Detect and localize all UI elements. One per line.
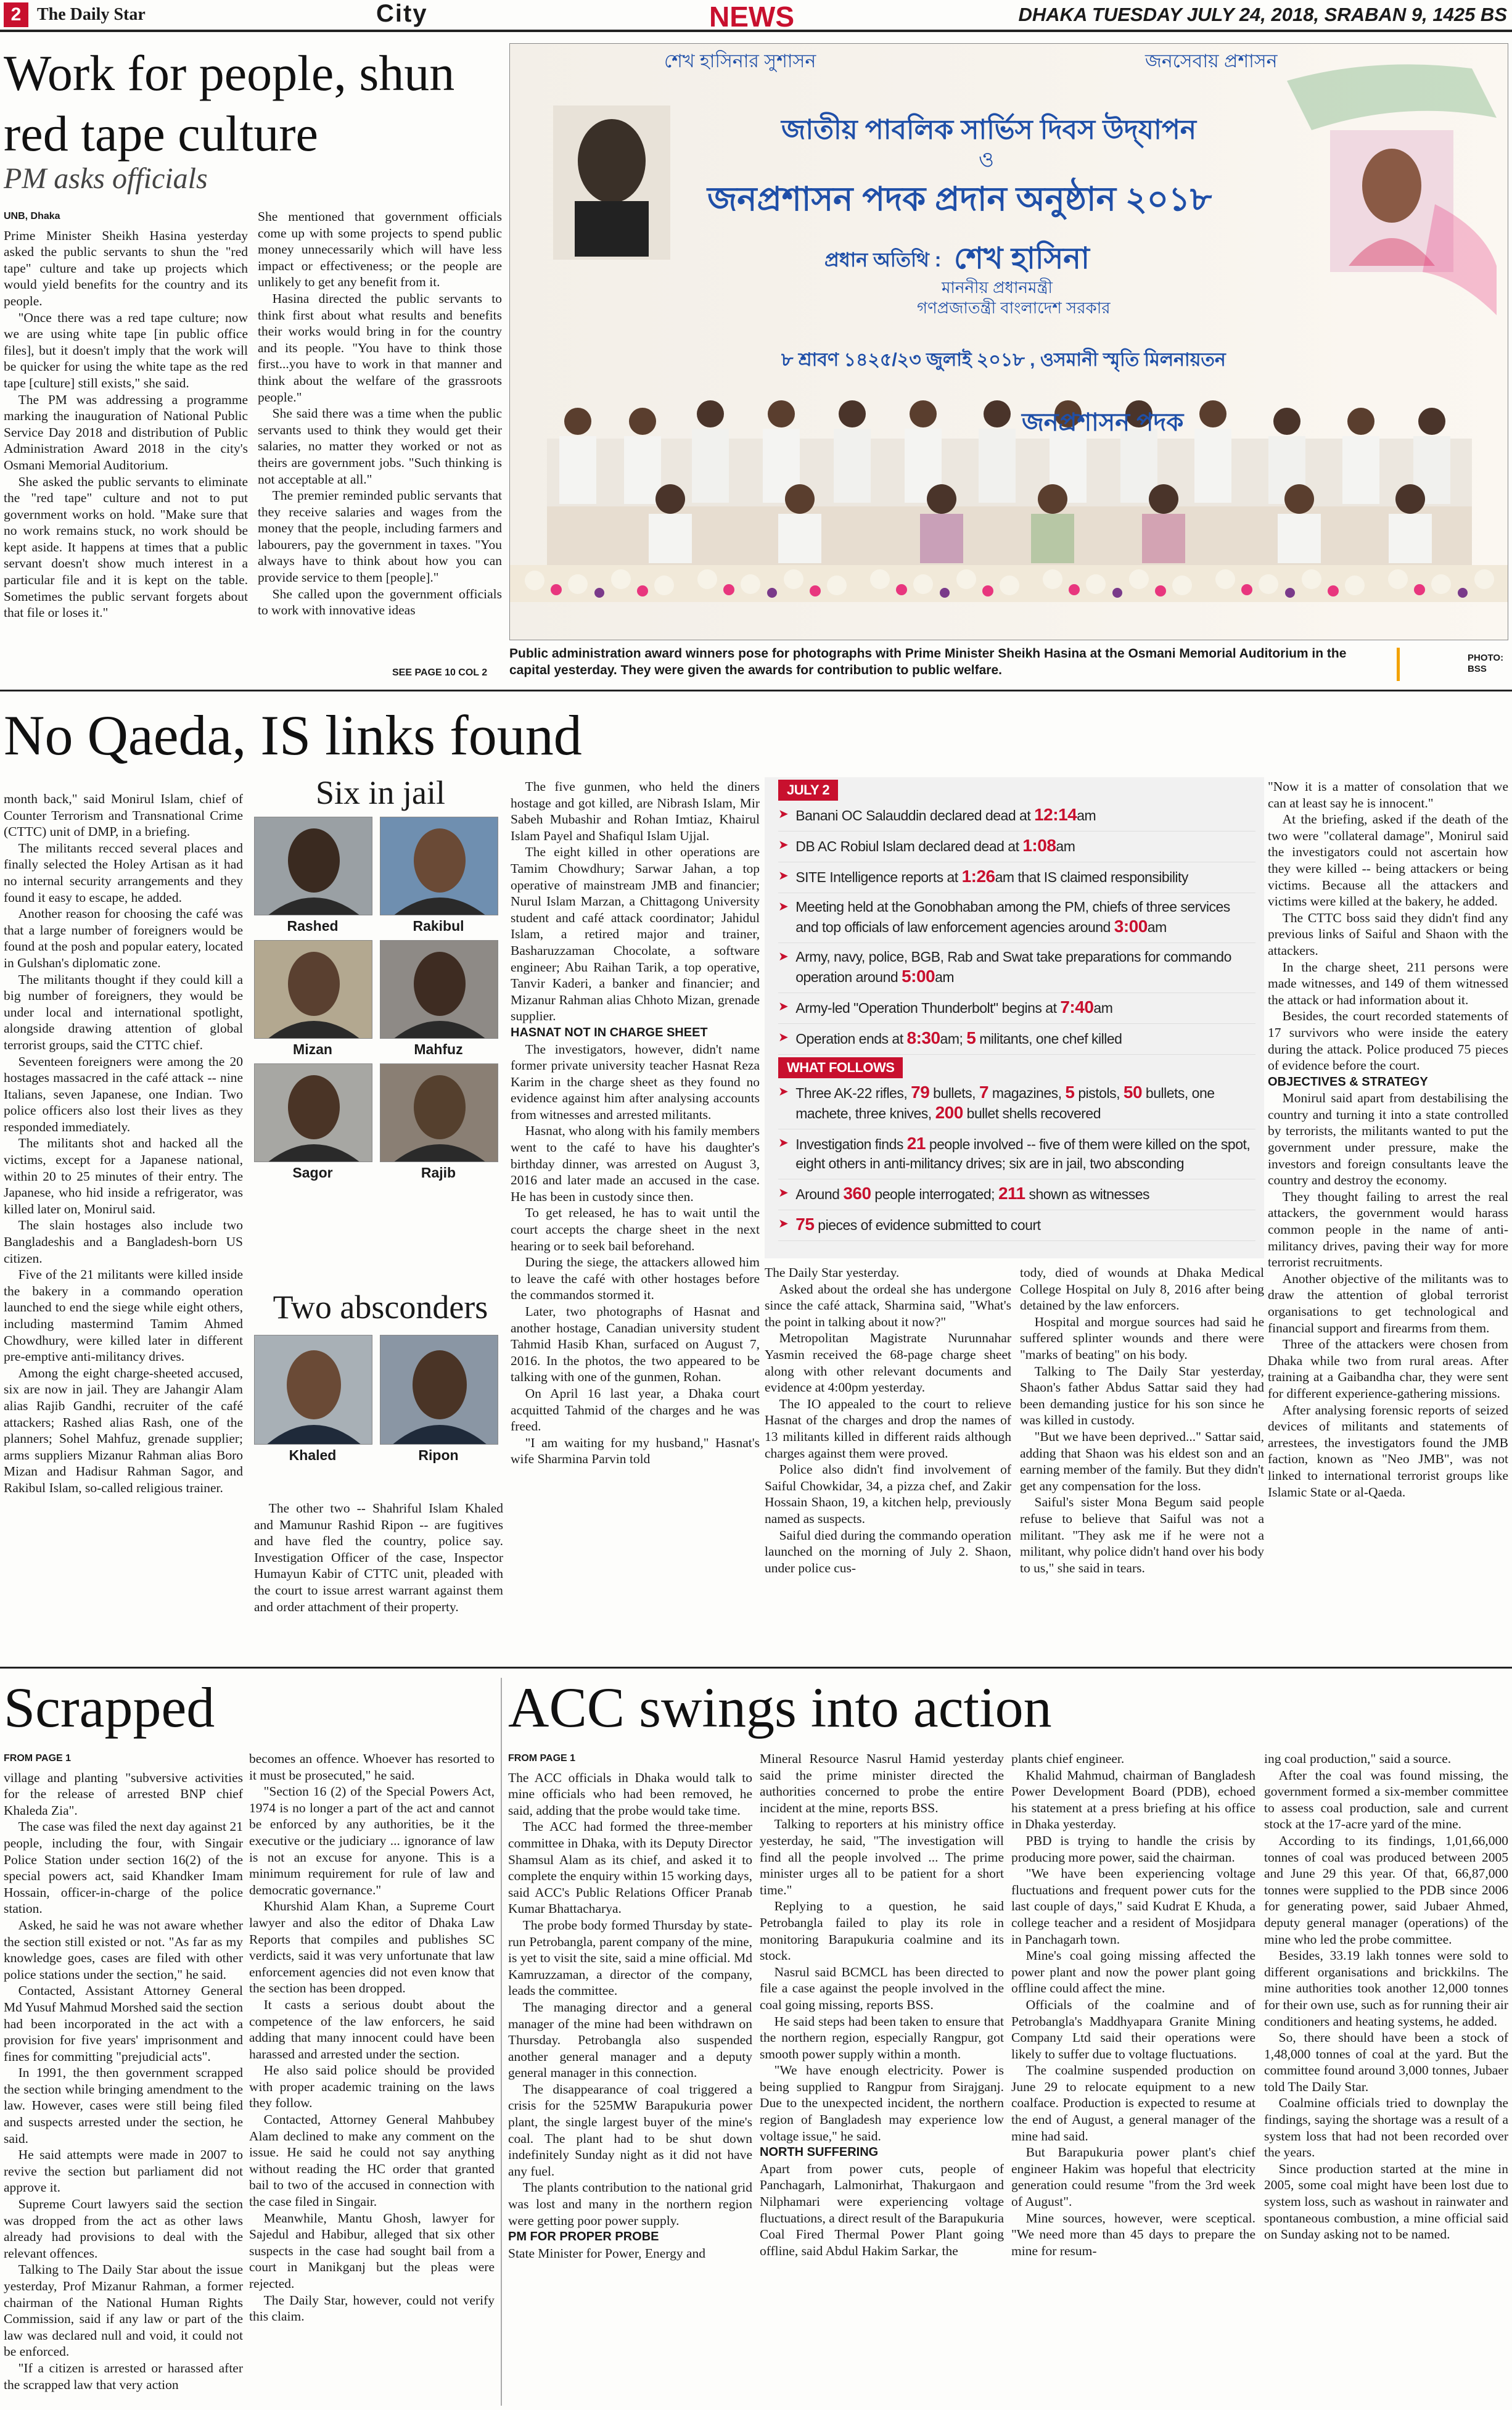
dateline: DHAKA TUESDAY JULY 24, 2018, SRABAN 9, 1425 BS xyxy=(1018,4,1507,25)
paragraph: The probe body formed Thursday by state-run Petrobangla, parent company of the mine, is yet to visit the site, said a mine official. Md Kamruzzaman, a director of the company, leads the committee. xyxy=(508,1917,752,1999)
paragraph: Five of the 21 militants were killed inside the bakery in a commando operation launched to end the siege while eight others, including mastermind Tamim Ahmed Chowdhury, were killed later in different pre-emptive anti-militancy drives. xyxy=(4,1267,243,1364)
paragraph: Khalid Mahmud, chairman of Bangladesh Power Development Board (PDB), echoed his statement at a press briefing at his office in Dhaka yesterday. xyxy=(1011,1767,1255,1832)
story1-col1 xyxy=(4,208,248,683)
mugshot-photo xyxy=(254,817,372,915)
paragraph: Asked, he said he was not aware whether the section still existed or not. "As far as my knowledge goes, cases are filed with other police stations under the section," he said. xyxy=(4,1917,243,1982)
paragraph: Monirul said apart from destabilising the country and turning it into a state controlled by terrorists, the militants wanted to put the government under pressure, make the investors and foreign consultants leave the country and destroy the economy. xyxy=(1268,1091,1508,1188)
paragraph: According to its findings, 1,01,66,000 tonnes of coal was produced between 2005 and June 29 this year. Of that, 66,87,000 tonnes were supplied to the PDB since 2006 for generating power, said Jubaer Ahmed, deputy general manager (operations) of the mine who led the probe committee. xyxy=(1264,1833,1508,1947)
from-page-label: FROM PAGE 1 xyxy=(4,1753,72,1764)
paragraph: In 1991, the then government scrapped the section while bringing amendment to the law. However, cases were still being filed and suspects arrested under the section, he said. xyxy=(4,2065,243,2146)
from-page-label: FROM PAGE 1 xyxy=(508,1753,576,1764)
paragraph: "We have been experiencing voltage fluctuations and frequent power cuts for the last couple of days," said Kudrat E Khuda, a college teacher and a resident of Mosjidpara in Panchagarh town. xyxy=(1011,1866,1255,1947)
paragraph: Hospital and morgue sources had said he suffered splinter wounds and there were "marks of beating" on his body. xyxy=(1020,1314,1264,1362)
absconder-photo xyxy=(254,1335,372,1445)
banner-guest-title: মাননীয় প্রধানমন্ত্রী xyxy=(942,278,1053,297)
paragraph: Since production started at the mine in 2005, some coal might have been lost due to system loss, such as washout in rainwater and spontaneous combustion, a mine official said on Sunday asking not to be named. xyxy=(1264,2161,1508,2242)
paragraph: So, there should have been a stock of 1,48,000 tonnes of coal at the yard. But the committee found around 3,000 tonnes, Jubaer told The Daily Star. xyxy=(1264,2030,1508,2094)
story1-jump[interactable]: SEE PAGE 10 COL 2 xyxy=(392,667,488,678)
banner-text-left: শেখ হাসিনার সুশাসন xyxy=(664,51,816,72)
story1-byline: UNB, Dhaka xyxy=(4,211,60,221)
story1-headline-line2: red tape culture xyxy=(4,105,318,162)
paragraph: Mine's coal going missing affected the power plant and now the power plant going offline could affect the mine. xyxy=(1011,1948,1255,1996)
timeline-item xyxy=(778,893,1255,943)
paragraph: The PM was addressing a programme marking the inauguration of National Public Service Day 2018 and distribution of Public Administration Award 2018 in the city's Osmani Memorial Auditorium. xyxy=(4,392,248,473)
story4-col4 xyxy=(1264,1751,1508,2407)
mugshot-name: Mizan xyxy=(293,1041,332,1057)
photo-credit-label: PHOTO: xyxy=(1468,653,1504,663)
paragraph: The militants recced several places and finally selected the Holey Artisan as it had no internal security arrangements and they found it easy to escape, he added. xyxy=(4,840,243,905)
paragraph: She asked the public servants to eliminate the "red tape" culture and not to put government works on hold. "Make sure that no work remains stuck, no work should be kept aside. It happens at times that a public servant doesn't show much interest in a particular file and it is kept on the table. Sometimes the public servant forgets about that file or loses it." xyxy=(4,474,248,621)
timeline-text: SITE Intelligence reports at 1:26am that IS claimed responsibility xyxy=(795,867,1188,886)
paragraph: "Now it is a matter of consolation that we can at least say he is innocent." xyxy=(1268,779,1508,811)
timeline-head-july2: JULY 2 xyxy=(778,780,838,801)
abscond-heading: Two absconders xyxy=(273,1289,488,1326)
paragraph: ing coal production," said a source. xyxy=(1264,1751,1452,1766)
timeline-text: Three AK-22 rifles, 79 bullets, 7 magazines, 5 pistols, 50 bullets, one machete, three knives, 200 bullet shells recovered xyxy=(795,1083,1215,1122)
person-icon xyxy=(380,1335,498,1445)
story4-headline: ACC swings into action xyxy=(508,1676,1052,1739)
paragraph: The CTTC boss said they didn't find any previous links of Saiful and Shaon with the attackers. xyxy=(1268,910,1508,958)
person-icon xyxy=(255,1335,372,1445)
banner-title1: জাতীয় পাবলিক সার্ভিস দিবস উদ্‌যাপন xyxy=(781,115,1196,145)
page-number: 2 xyxy=(4,2,28,27)
timeline-text: DB AC Robiul Islam declared dead at 1:08am xyxy=(795,836,1075,855)
paragraph: Talking to The Daily Star about the issue yesterday, Prof Mizanur Rahman, a former chairman of the National Human Rights Commission, said if any law or part of the law was declared null and void, it could not be enforced. xyxy=(4,2262,243,2359)
paragraph: month back," said Monirul Islam, chief of Counter Terrorism and Transnational Crime (CTTC) unit of DMP, in a briefing. xyxy=(4,791,243,840)
story2-col5-lower xyxy=(1020,1265,1264,1661)
person-icon xyxy=(380,817,498,915)
timeline-item xyxy=(778,1210,1255,1241)
paragraph: Besides, 33.19 lakh tonnes were sold to different organisations and brickkilns. The mine authorities took another 12,000 tonnes for their own use, such as for running their air conditioners and heating systems, he added. xyxy=(1264,1948,1508,2029)
paragraph: Three of the attackers were chosen from Dhaka while two from rural areas. After training at a Gaibandha char, they were sent for different experience-gathering missions. xyxy=(1268,1337,1508,1401)
paragraph: The Daily Star, however, could not verify this claim. xyxy=(249,2292,495,2324)
mugshot-name: Sagor xyxy=(292,1165,333,1181)
story1-headline-line1: Work for people, shun xyxy=(4,45,455,101)
paragraph: Hasina directed the public servants to think first about what results and benefits their works would bring in for the country and its people. "You have to think those first...you have to work in that manner and think about the welfare of the grassroots people." xyxy=(258,291,502,405)
arrow-icon: ➤ xyxy=(778,807,789,821)
divider xyxy=(0,1667,1512,1669)
story2-col2-lower xyxy=(254,1500,503,1661)
paragraph: He said steps had been taken to ensure that the northern region, especially Rangpur, got smooth power supply within a month. xyxy=(760,2013,1004,2061)
paragraph: On April 16 last year, a Dhaka court acquitted Tahmid of the charges and he was freed. xyxy=(511,1385,760,1434)
paragraph: Mine sources, however, were sceptical. "We need more than 45 days to prepare the mine for resum- xyxy=(1011,2210,1255,2258)
timeline-text: Army, navy, police, BGB, Rab and Swat take preparations for commando operation around 5:00am xyxy=(795,949,1231,986)
paragraph: plants chief engineer. xyxy=(1011,1751,1125,1766)
subhead: HASNAT NOT IN CHARGE SHEET xyxy=(511,1025,708,1039)
arrow-icon: ➤ xyxy=(778,1136,789,1150)
paragraph: The managing director and a general manager of the mine had been withdrawn on Thursday. Petrobangla also suspended another general manager and a deputy general manager in this connection. xyxy=(508,1999,752,2081)
paragraph: Replying to a question, he said Petrobangla failed to play its role in monitoring Barapukuria coalmine and its stock. xyxy=(760,1899,1004,1963)
story3-col2 xyxy=(249,1751,495,2407)
paragraph: Saiful's sister Mona Begum said people refuse to believe that Saiful was not a militant. "They ask me if he were not a militant, why police didn't hand over his body to us," she said in tears. xyxy=(1020,1495,1264,1575)
paragraph: Talking to reporters at his ministry office yesterday, he said, "The investigation will find all the people involved ... The prime minister urges all to be patient for a short time." xyxy=(760,1817,1004,1897)
paragraph: The militants thought if they could kill a big number of foreigners, they would be under local and international spotlight, alongside drawing attention of global terrorist groups, said the CTTC chief. xyxy=(4,972,243,1052)
paragraph: She mentioned that government officials come up with some projects to spend public money unnecessarily which will have less impact or effectiveness; or the people are unlikely to get any benefit from it. xyxy=(258,209,502,290)
banner-guest-label: প্রধান অতিথি : xyxy=(824,249,942,271)
story3-headline: Scrapped xyxy=(4,1676,215,1739)
paragraph: Besides, the court recorded statements of 17 survivors who were inside the eatery during the attack. Police produced 75 pieces of evidence before the court. xyxy=(1268,1009,1508,1073)
banner-title2: জনপ্রশাসন পদক প্রদান অনুষ্ঠান ২০১৮ xyxy=(707,181,1212,218)
paragraph: Seventeen foreigners were among the 20 hostages massacred in the café attack -- nine Italians, seven Japanese, one Indian. Two police officers also lost their lives as they responded immediately. xyxy=(4,1054,243,1134)
paragraph: After analysing forensic reports of seized devices of militants and statements of arrestees, the investigators found the JMB faction, known as "Neo JMB", was not linked to international terrorist groups like Islamic State or al-Qaeda. xyxy=(1268,1402,1508,1500)
paragraph: Officials of the coalmine and of Petrobangla's Maddhyapara Granite Mining Company Ltd said their operations were likely to suffer due to voltage fluctuations. xyxy=(1011,1997,1255,2061)
photo-caption: Public administration award winners pose for photographs with Prime Minister Sheikh Hasina at the Osmani Memorial Auditorium in the capital yesterday. They were given the awards for contribution to public welfare. xyxy=(509,646,1347,677)
jail-heading: Six in jail xyxy=(315,774,445,811)
paragraph: But Barapukuria power plant's chief engineer Hakim was hopeful that electricity generation could resume "from the 3rd week of August". xyxy=(1011,2145,1255,2210)
person-icon xyxy=(255,1064,372,1162)
timeline-text: Operation ends at 8:30am; 5 militants, one chef killed xyxy=(795,1028,1122,1047)
timeline-item xyxy=(778,832,1255,862)
paragraph: The eight killed in other operations are Tamim Chowdhury; Sarwar Jahan, a top operative of mainstream JMB and financier; Nurul Islam Marzan, a Chittagong University student and café attack coordinator; Jahidul Islam, a retired major and trainer, Basharuzzaman Chocolate, a software engineer; Abu Raihan Tarik, a top operative, Tanvir Kaderi, a banker and financier; and Mizanur Rahman alias Chhoto Mizan, grenade supplier. xyxy=(511,844,760,1024)
story2-headline: No Qaeda, IS links found xyxy=(4,704,582,767)
mugshot-name: Rashed xyxy=(287,918,339,934)
paragraph: State Minister for Power, Energy and xyxy=(508,2245,705,2261)
paragraph: tody, died of wounds at Dhaka Medical College Hospital on July 8, 2016 after being detained by the law enforcers. xyxy=(1020,1265,1264,1313)
arrow-icon: ➤ xyxy=(778,838,789,852)
timeline-box xyxy=(765,777,1264,1258)
timeline-item xyxy=(778,993,1255,1024)
paragraph: In the charge sheet, 211 persons were made witnesses, and 149 of them witnessed the attack or had information about it. xyxy=(1268,959,1508,1007)
mugshot-name: Rajib xyxy=(421,1165,456,1181)
paragraph: Asked about the ordeal she has undergone since the café attack, Sharmina said, "What's the point in talking about it now?" xyxy=(765,1281,1011,1329)
timeline-list-what-follows xyxy=(778,1078,1255,1241)
paragraph: She called upon the government officials to work with innovative ideas xyxy=(258,586,502,618)
paragraph: Apart from power cuts, people of Panchagarh, Lalmonirhat, Thakurgaon and Nilphamari were experiencing voltage fluctuations, a direct result of the Barapukuria Coal Fired Thermal Power Plant going offline, said Abdul Hakim Sarkar, the xyxy=(760,2161,1004,2258)
paper-name: The Daily Star xyxy=(37,5,146,24)
section-name: City xyxy=(376,0,428,27)
paragraph: To get released, he has to wait until the court accepts the charge sheet in the next hearing or to seek bail beforehand. xyxy=(511,1205,760,1253)
paragraph: Among the eight charge-sheeted accused, six are now in jail. They are Jahangir Alam alias Rajib Gandhi, recruiter of the café attackers; Rashed alias Rash, one of the planners; Sohel Mahfuz, grenade supplier; arms suppliers Mizanur Rahman alias Boro Mizan and Hadisur Rahman Sagor, and Rakibul Islam, so-called religious trainer. xyxy=(4,1365,243,1495)
subhead: NORTH SUFFERING xyxy=(760,2145,879,2160)
banner-date: ৮ শ্রাবণ ১৪২৫/২৩ জুলাই ২০১৮ , ওসমানী স্মৃতি মিলনায়তন xyxy=(781,350,1226,370)
paragraph: Saiful died during the commando operation launched on the morning of July 2. Shaon, under police cus- xyxy=(765,1527,1011,1575)
paragraph: The five gunmen, who held the diners hostage and got killed, are Nibrash Islam, Mir Sabeh Mubashir and Rohan Imtiaz, Khairul Islam Payel and Shafiqul Islam Ujjal. xyxy=(511,779,760,843)
paragraph: The plants contribution to the national grid was lost and many in the northern region were getting poor power supply. xyxy=(508,2180,752,2228)
story2-col1 xyxy=(4,791,243,1661)
story4-col2 xyxy=(760,1751,1004,2407)
subhead: PM FOR PROPER PROBE xyxy=(508,2230,659,2244)
mugshot-photo xyxy=(254,940,372,1039)
paragraph: At the briefing, asked if the death of the two were "collateral damage", Monirul said the investigators could not ascertain how they were killed -- being attackers or being victims. Because all the attackers and victims were killed at the bakery, he added. xyxy=(1268,812,1508,909)
paragraph: Contacted, Assistant Attorney General Md Yusuf Mahmud Morshed said the section had been incorporated in the act with a provision for five years' imprisonment and fines for committing "prejudicial acts". xyxy=(4,1983,243,2064)
timeline-text: Investigation finds 21 people involved -- five of them were killed on the spot, eight others in anti-militancy drives; six are in jail, two absconding xyxy=(795,1134,1251,1171)
story1-headline xyxy=(4,43,503,164)
category-label: NEWS xyxy=(709,1,794,33)
arrow-icon: ➤ xyxy=(778,1085,789,1099)
paragraph: He said attempts were made in 2007 to revive the section but parliament did not approve it. xyxy=(4,2147,243,2195)
paragraph: The disappearance of coal triggered a crisis for the 525MW Barapukuria power plant, the single largest buyer of the mine's coal. The plant had to be shut down indefinitely Sunday night as it did not have any fuel. xyxy=(508,2081,752,2179)
person-icon xyxy=(380,941,498,1039)
paragraph: "I am waiting for my husband," Hasnat's wife Sharmina Parvin told xyxy=(511,1435,760,1467)
story2-col6 xyxy=(1268,778,1508,1661)
story1-subhead: PM asks officials xyxy=(4,162,208,195)
paragraph: During the siege, the attackers allowed him to leave the café with other hostages before the commandos stormed it. xyxy=(511,1255,760,1303)
timeline-text: Banani OC Salauddin declared dead at 12:14am xyxy=(795,805,1096,824)
paragraph: PBD is trying to handle the crisis by producing more power, said the chairman. xyxy=(1011,1833,1255,1865)
timeline-text: 75 pieces of evidence submitted to court xyxy=(795,1215,1041,1234)
paragraph: Another objective of the militants was to draw the attention of global terrorist organisations to get technological and financial support and firearms from them. xyxy=(1268,1271,1508,1335)
paragraph: Another reason for choosing the café was that a large number of foreigners would be found at the posh and popular eatery, located in Gulshan's diplomatic zone. xyxy=(4,906,243,970)
caption-accent xyxy=(1397,648,1400,681)
mugshot-photo xyxy=(380,940,498,1039)
mugshot-name: Rakibul xyxy=(413,918,464,934)
story1-col2 xyxy=(258,208,502,665)
paragraph: Nasrul said BCMCL has been directed to file a case against the people involved in the coal going missing, reports BSS. xyxy=(760,1964,1004,2012)
timeline-item xyxy=(778,862,1255,893)
timeline-list-july2 xyxy=(778,801,1255,1055)
mugshot-photo xyxy=(380,817,498,915)
arrow-icon: ➤ xyxy=(778,1217,789,1231)
arrow-icon: ➤ xyxy=(778,1000,789,1013)
paragraph: "We have enough electricity. Power is being supplied to Rangpur from Sirajganj. Due to the unexpected incident, the northern region of Bangladesh may experience low voltage issue," he said. xyxy=(760,2063,1004,2144)
paragraph: The ACC had formed the three-member committee in Dhaka, with its Deputy Director Shamsul Alam as its chief, and asked it to complete the enquiry within 15 working days, said ACC's Public Relations Officer Pranab Kumar Bhattacharya. xyxy=(508,1819,752,1917)
person-icon xyxy=(255,941,372,1039)
paragraph: The premier reminded public servants that they receive salaries and wages from the money that the people, including farmers and labourers, pay the government in taxes. "You always have to think about how you can provide service to them [people]." xyxy=(258,488,502,585)
absconder-name: Ripon xyxy=(418,1447,459,1463)
paragraph: The ACC officials in Dhaka would talk to mine officials who had been removed, he said, adding that the probe would take time. xyxy=(508,1770,752,1818)
absconder-photo xyxy=(380,1335,498,1445)
masthead xyxy=(0,0,1512,32)
timeline-item xyxy=(778,1078,1255,1129)
paragraph: "But we have been deprived..." Sattar said, adding that Shaon was his eldest son and an earning member of the family. But they didn't get any compensation for the loss. xyxy=(1020,1429,1264,1493)
paragraph: Meanwhile, Mantu Ghosh, lawyer for Sajedul and Habibur, alleged that six other suspects in the case had sought bail from a court in Manikganj but the pleas were rejected. xyxy=(249,2210,495,2291)
banner-title-and: ও xyxy=(979,148,995,171)
paragraph: Prime Minister Sheikh Hasina yesterday asked the public servants to shun the "red tape" culture and take up projects which would yield benefits for the country and its people. xyxy=(4,228,248,308)
photo-credit-source: BSS xyxy=(1468,664,1487,674)
timeline-head-what-follows: WHAT FOLLOWS xyxy=(778,1057,903,1078)
award-ceremony-photo xyxy=(509,43,1508,640)
arrow-icon: ➤ xyxy=(778,1186,789,1200)
paragraph: Khurshid Alam Khan, a Supreme Court lawyer and also the editor of Dhaka Law Reports that compiles and publishes SC verdicts, said it was very unfortunate that law enforcement agencies did not even know that the section has been dropped. xyxy=(249,1899,495,1996)
paragraph: "Section 16 (2) of the Special Powers Act, 1974 is no longer a part of the act and cannot be enforced by any authorities, be it the executive or the judiciary ... ignorance of law is not an excuse for anyone. This is a minimum requirement for rule of law and democratic governance." xyxy=(249,1784,495,1897)
paragraph: The slain hostages also include two Bangladeshis and a Bangladesh-born US citizen. xyxy=(4,1218,243,1266)
paragraph: Coalmine officials tried to downplay the findings, saying the shortage was a result of a system loss that had not been recorded over the years. xyxy=(1264,2095,1508,2160)
paragraph: Metropolitan Magistrate Nurunnahar Yasmin received the 68-page charge sheet along with other relevant documents and evidence at 4:00pm yesterday. xyxy=(765,1331,1011,1395)
timeline-item xyxy=(778,801,1255,832)
paragraph: The coalmine suspended production on June 29 to relocate equipment to a new coalface. Production is expected to resume at the end of August, a general manager of the mine had said. xyxy=(1011,2063,1255,2144)
story4-col1 xyxy=(508,1751,752,2407)
person-icon xyxy=(380,1064,498,1162)
paragraph: village and planting "subversive activities for the release of arrested BNP chief Khaleda Zia". xyxy=(4,1770,243,1818)
photo-credit xyxy=(1468,653,1503,675)
paragraph: becomes an offence. Whoever has resorted to it must be prosecuted," he said. xyxy=(249,1751,495,1783)
absconder-name: Khaled xyxy=(289,1447,337,1463)
subhead: OBJECTIVES & STRATEGY xyxy=(1268,1075,1428,1089)
paragraph: She said there was a time when the public servants used to think they would get their salaries, no matter they worked or not as theirs are government jobs. "Such thinking is not acceptable at all." xyxy=(258,406,502,487)
timeline-item xyxy=(778,943,1255,993)
banner-guest-org: গণপ্রজাতন্ত্রী বাংলাদেশ সরকার xyxy=(917,299,1111,317)
column-divider xyxy=(501,1678,502,2406)
story2-col4-lower xyxy=(765,1265,1011,1661)
paragraph: The IO appealed to the court to relieve Hasnat of the charges and drop the names of 13 militants killed in different raids although charges against them were proved. xyxy=(765,1396,1011,1461)
mugshot-name: Mahfuz xyxy=(414,1041,463,1057)
paragraph: It casts a serious doubt about the competence of the law enforcers, he said adding that many innocent could have been harassed and arrested under the section. xyxy=(249,1997,495,2061)
paragraph: The other two -- Shahriful Islam Khaled and Mamunur Rashid Ripon -- are fugitives and have fled the country, police say. Investigation Officer of the case, Inspector Humayun Kabir of CTTC unit, pleaded with the court to issue arrest warrant against them and order attachment of their property. xyxy=(254,1501,503,1614)
person-icon xyxy=(255,817,372,915)
arrow-icon: ➤ xyxy=(778,1031,789,1044)
paragraph: The investigators, however, didn't name former private university teacher Hasnat Reza Karim in the charge sheet as they found no evidence against him after analysing accounts from witnesses and arrested militants. xyxy=(511,1041,760,1122)
arrow-icon: ➤ xyxy=(778,900,789,914)
paragraph: He also said police should be provided with proper academic training on the laws they follow. xyxy=(249,2063,495,2111)
paragraph: The militants shot and hacked all the victims, except for a Japanese national, within 20 to 25 minutes of their entry. The Japanese, who hid inside a refrigerator, was killed later on, Monirul said. xyxy=(4,1136,243,1216)
paragraph: Police also didn't find involvement of Saiful Chowkidar, 34, a pizza chef, and Zakir Hossain Shaon, 19, a kitchen help, previously named as suspects. xyxy=(765,1462,1011,1526)
timeline-item xyxy=(778,1129,1255,1179)
paragraph: Supreme Court lawyers said the section was dropped from the act as other laws already had provisions to deal with the relevant offences. xyxy=(4,2197,243,2261)
banner-guest-name: শেখ হাসিনা xyxy=(954,242,1090,275)
timeline-text: Army-led "Operation Thunderbolt" begins at 7:40am xyxy=(795,997,1113,1017)
paragraph: Contacted, Attorney General Mahbubey Alam declined to make any comment on the issue. He said he could not say anything without reading the HC order that granted bail to two of the accused in connection with the case filed in Singair. xyxy=(249,2112,495,2210)
paragraph: The case was filed the next day against 21 people, including the four, with Singair Police Station under section 16(2) of the special powers act, said Khandker Imam Hossain, officer-in-charge of the police station. xyxy=(4,1819,243,1917)
paragraph: "Once there was a red tape culture; now we are using white tape [in public office files], but it doesn't imply that the work will be quicker for using the white tape as the red tape [culture] still exists," she said. xyxy=(4,310,248,390)
portrait-left-icon xyxy=(553,105,670,260)
timeline-text: Around 360 people interrogated; 211 shown as witnesses xyxy=(795,1184,1150,1203)
paragraph: Later, two photographs of Hasnat and another hostage, Canadian university student Tahmid Hasib Khan, surfaced on August 7, 2016. In the photos, the two appeared to be talking with one of the gunmen, Rohan. xyxy=(511,1304,760,1385)
mugshot-photo xyxy=(380,1063,498,1162)
paragraph: The Daily Star yesterday. xyxy=(765,1265,900,1280)
flower-decoration-icon xyxy=(510,565,1508,602)
arrow-icon: ➤ xyxy=(778,950,789,964)
divider xyxy=(0,690,1512,691)
timeline-item xyxy=(778,1024,1255,1055)
banner-lower: জনপ্রশাসন পদক xyxy=(1022,409,1184,436)
paragraph: Talking to The Daily Star yesterday, Shaon's father Abdus Sattar said they had been demanding justice for his son since he was killed in custody. xyxy=(1020,1363,1264,1428)
timeline-item xyxy=(778,1179,1255,1210)
paragraph: They thought failing to arrest the real attackers, the government would harass common people in the name of anti-militancy drives, paving their way for more terrorist recruitments. xyxy=(1268,1189,1508,1270)
story3-col1 xyxy=(4,1751,243,2407)
story4-col3 xyxy=(1011,1751,1255,2407)
mugshot-photo xyxy=(254,1063,372,1162)
paragraph: Mineral Resource Nasrul Hamid yesterday said the prime minister directed the authorities concerned to probe the entire incident at the mine, reports BSS. xyxy=(760,1751,1004,1815)
arrow-icon: ➤ xyxy=(778,869,789,883)
paragraph: After the coal was found missing, the government formed a six-member committee to assess coal production, sale and current stock at the 17-acre yard of the mine. xyxy=(1264,1767,1508,1832)
story2-col3 xyxy=(511,778,760,1661)
paragraph: "If a citizen is arrested or harassed after the scrapped law that very action xyxy=(4,2360,243,2392)
timeline-text: Meeting held at the Gonobhaban among the PM, chiefs of three services and top officials of law enforcement agencies around 3:00am xyxy=(795,899,1230,936)
paragraph: Hasnat, who along with his family members went to the café to have his daughter's birthday dinner, was arrested on August 3, 2016 and later made an accused in the case. He has been in custody since then. xyxy=(511,1123,760,1204)
banner-text-right: জনসেবায় প্রশাসন xyxy=(1145,51,1278,72)
